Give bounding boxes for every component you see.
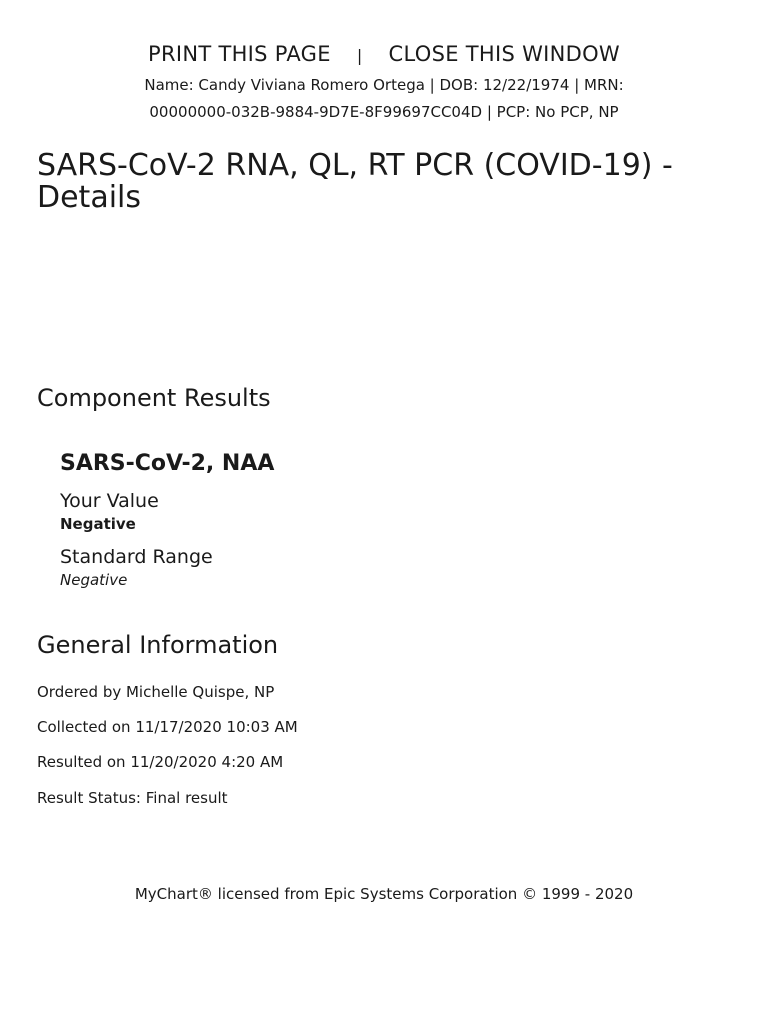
- component-name: SARS-CoV-2, NAA: [60, 451, 275, 476]
- print-page-link[interactable]: PRINT THIS PAGE: [147, 42, 331, 66]
- patient-info-line-1: Name: Candy Viviana Romero Ortega | DOB: 12/22/1974 | MRN:: [144, 76, 624, 94]
- your-value-label: Your Value: [60, 490, 159, 512]
- your-value: Negative: [60, 515, 136, 533]
- window-actions: [0, 40, 768, 70]
- component-results-heading: Component Results: [37, 384, 271, 412]
- patient-info: [0, 72, 768, 126]
- resulted-on: Resulted on 11/20/2020 4:20 AM: [37, 753, 284, 771]
- standard-range-label: Standard Range: [60, 546, 213, 568]
- patient-info-line-2: 00000000-032B-9884-9D7E-8F99697CC04D | PCP: No PCP, NP: [149, 103, 619, 121]
- page-title: SARS-CoV-2 RNA, QL, RT PCR (COVID-19) - Details: [37, 148, 673, 215]
- footer-copyright: MyChart® licensed from Epic Systems Corporation © 1999 - 2020: [134, 885, 634, 903]
- result-status: Result Status: Final result: [37, 789, 228, 807]
- link-separator: |: [356, 46, 363, 65]
- ordered-by: Ordered by Michelle Quispe, NP: [37, 683, 275, 701]
- collected-on: Collected on 11/17/2020 10:03 AM: [37, 718, 298, 736]
- close-window-link[interactable]: CLOSE THIS WINDOW: [388, 42, 620, 66]
- standard-range-value: Negative: [60, 571, 128, 589]
- general-information-heading: General Information: [37, 631, 279, 659]
